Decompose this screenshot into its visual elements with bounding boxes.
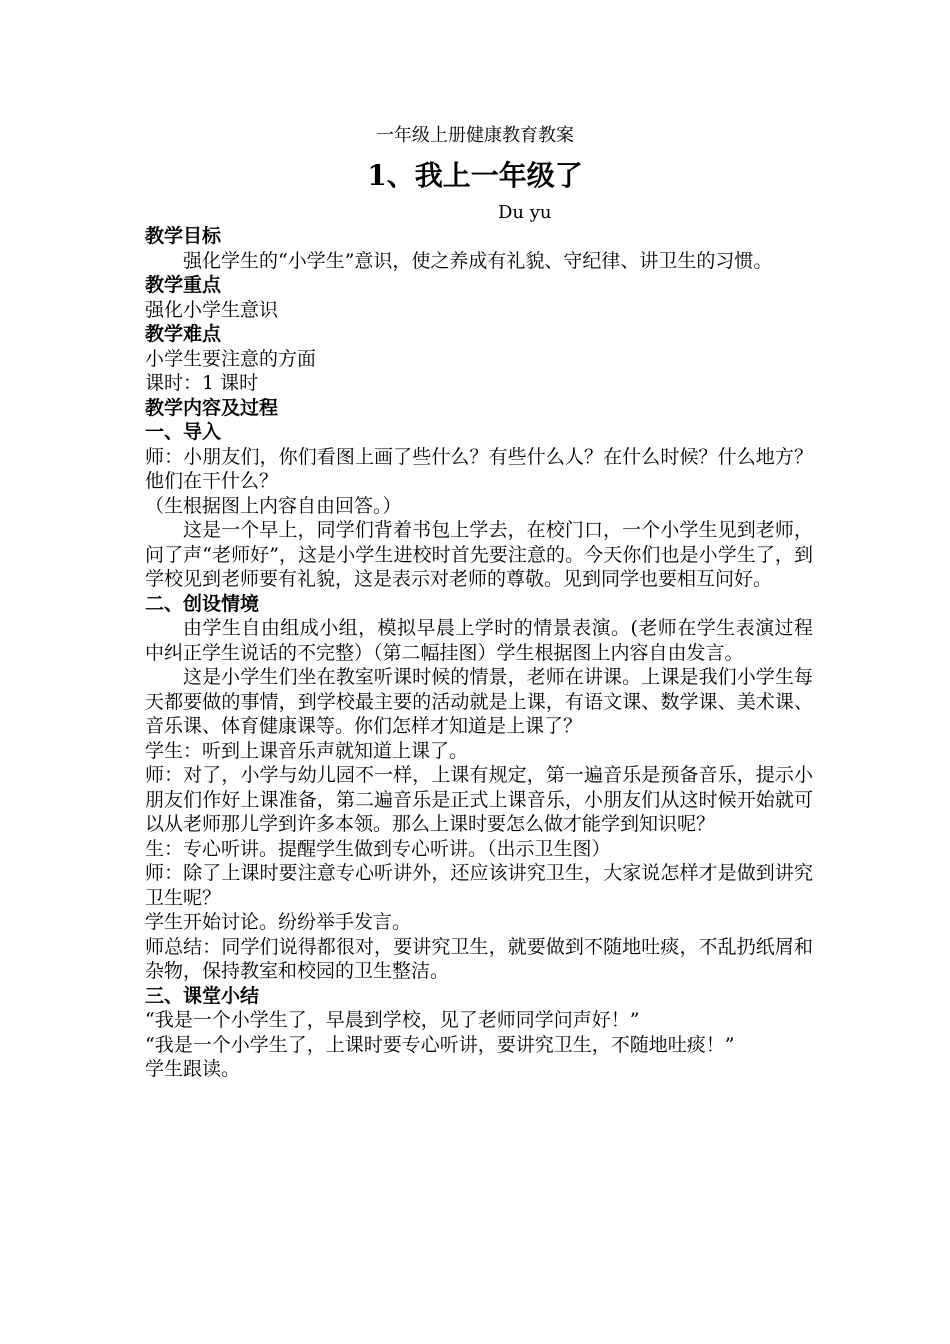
document-body: [145, 224, 813, 1082]
paragraph: 课时：1 课时: [145, 372, 259, 394]
paragraph: 师：对了，小学与幼儿园不一样，上课有规定，第一遍音乐是预备音乐，提示小朋友们作好上课准备，第二遍音乐是正式上课音乐，小朋友们从这时候开始就可以从老师那儿学到许多本领。那么上课时要怎么做才能学到知识呢？: [145, 764, 813, 835]
paragraph: （生根据图上内容自由回答。）: [145, 494, 402, 517]
paragraph: 这是一个早上，同学们背着书包上学去，在校门口，一个小学生见到老师，问了声“老师好”，这是小学生进校时首先要注意的。今天你们也是小学生了，到学校见到老师要有礼貌，这是表示对老师的尊敬。见到同学也要相互问好。: [145, 519, 813, 590]
paragraph: 生：专心听讲。提醒学生做到专心听讲。（出示卫生图）: [145, 837, 611, 860]
section-heading: 教学重点: [145, 274, 222, 296]
section-heading: 三、课堂小结: [145, 984, 260, 1007]
paragraph: 师：除了上课时要注意专心听讲外，还应该讲究卫生，大家说怎样才是做到讲究卫生呢？: [145, 862, 813, 909]
paragraph: 学生：听到上课音乐声就知道上课了。: [145, 739, 469, 762]
paragraph: 学生开始讨论。纷纷举手发言。: [145, 911, 412, 933]
document-header: 一年级上册健康教育教案: [376, 125, 574, 146]
lesson-title: 1、我上一年级了: [367, 159, 583, 192]
paragraph: 这是小学生们坐在教室听课时候的情景，老师在讲课。上课是我们小学生每天都要做的事情，到学校最主要的活动就是上课，有语文课、数学课、美术课、音乐课、体育健康课等。你们怎样才知道是上课了？: [145, 666, 813, 737]
paragraph: 强化学生的“小学生”意识，使之养成有礼貌、守纪律、讲卫生的习惯。: [183, 249, 773, 272]
section-heading: 教学内容及过程: [145, 396, 279, 419]
section-heading: 一、导入: [145, 421, 222, 443]
paragraph: 师：小朋友们，你们看图上画了些什么？有些什么人？在什么时候？什么地方？他们在干什么？: [145, 445, 813, 492]
section-heading: 教学难点: [145, 323, 222, 345]
section-heading: 二、创设情境: [145, 592, 260, 615]
paragraph: “我是一个小学生了，上课时要专心听讲，要讲究卫生，不随地吐痰！”: [145, 1033, 735, 1056]
author-name: Du yu: [498, 202, 552, 223]
paragraph: 师总结：同学们说得都很对，要讲究卫生，就要做到不随地吐痰，不乱扔纸屑和杂物，保持教室和校园的卫生整洁。: [145, 935, 813, 982]
paragraph: 小学生要注意的方面: [145, 347, 317, 370]
paragraph: 强化小学生意识: [145, 298, 279, 321]
section-heading: 教学目标: [145, 225, 222, 247]
paragraph: 学生跟读。: [145, 1058, 241, 1080]
paragraph: “我是一个小学生了，早晨到学校，见了老师同学问声好！”: [145, 1009, 640, 1031]
paragraph: 由学生自由组成小组，模拟早晨上学时的情景表演。(老师在学生表演过程中纠正学生说话的不完整）（第二幅挂图）学生根据图上内容自由发言。: [145, 617, 813, 664]
